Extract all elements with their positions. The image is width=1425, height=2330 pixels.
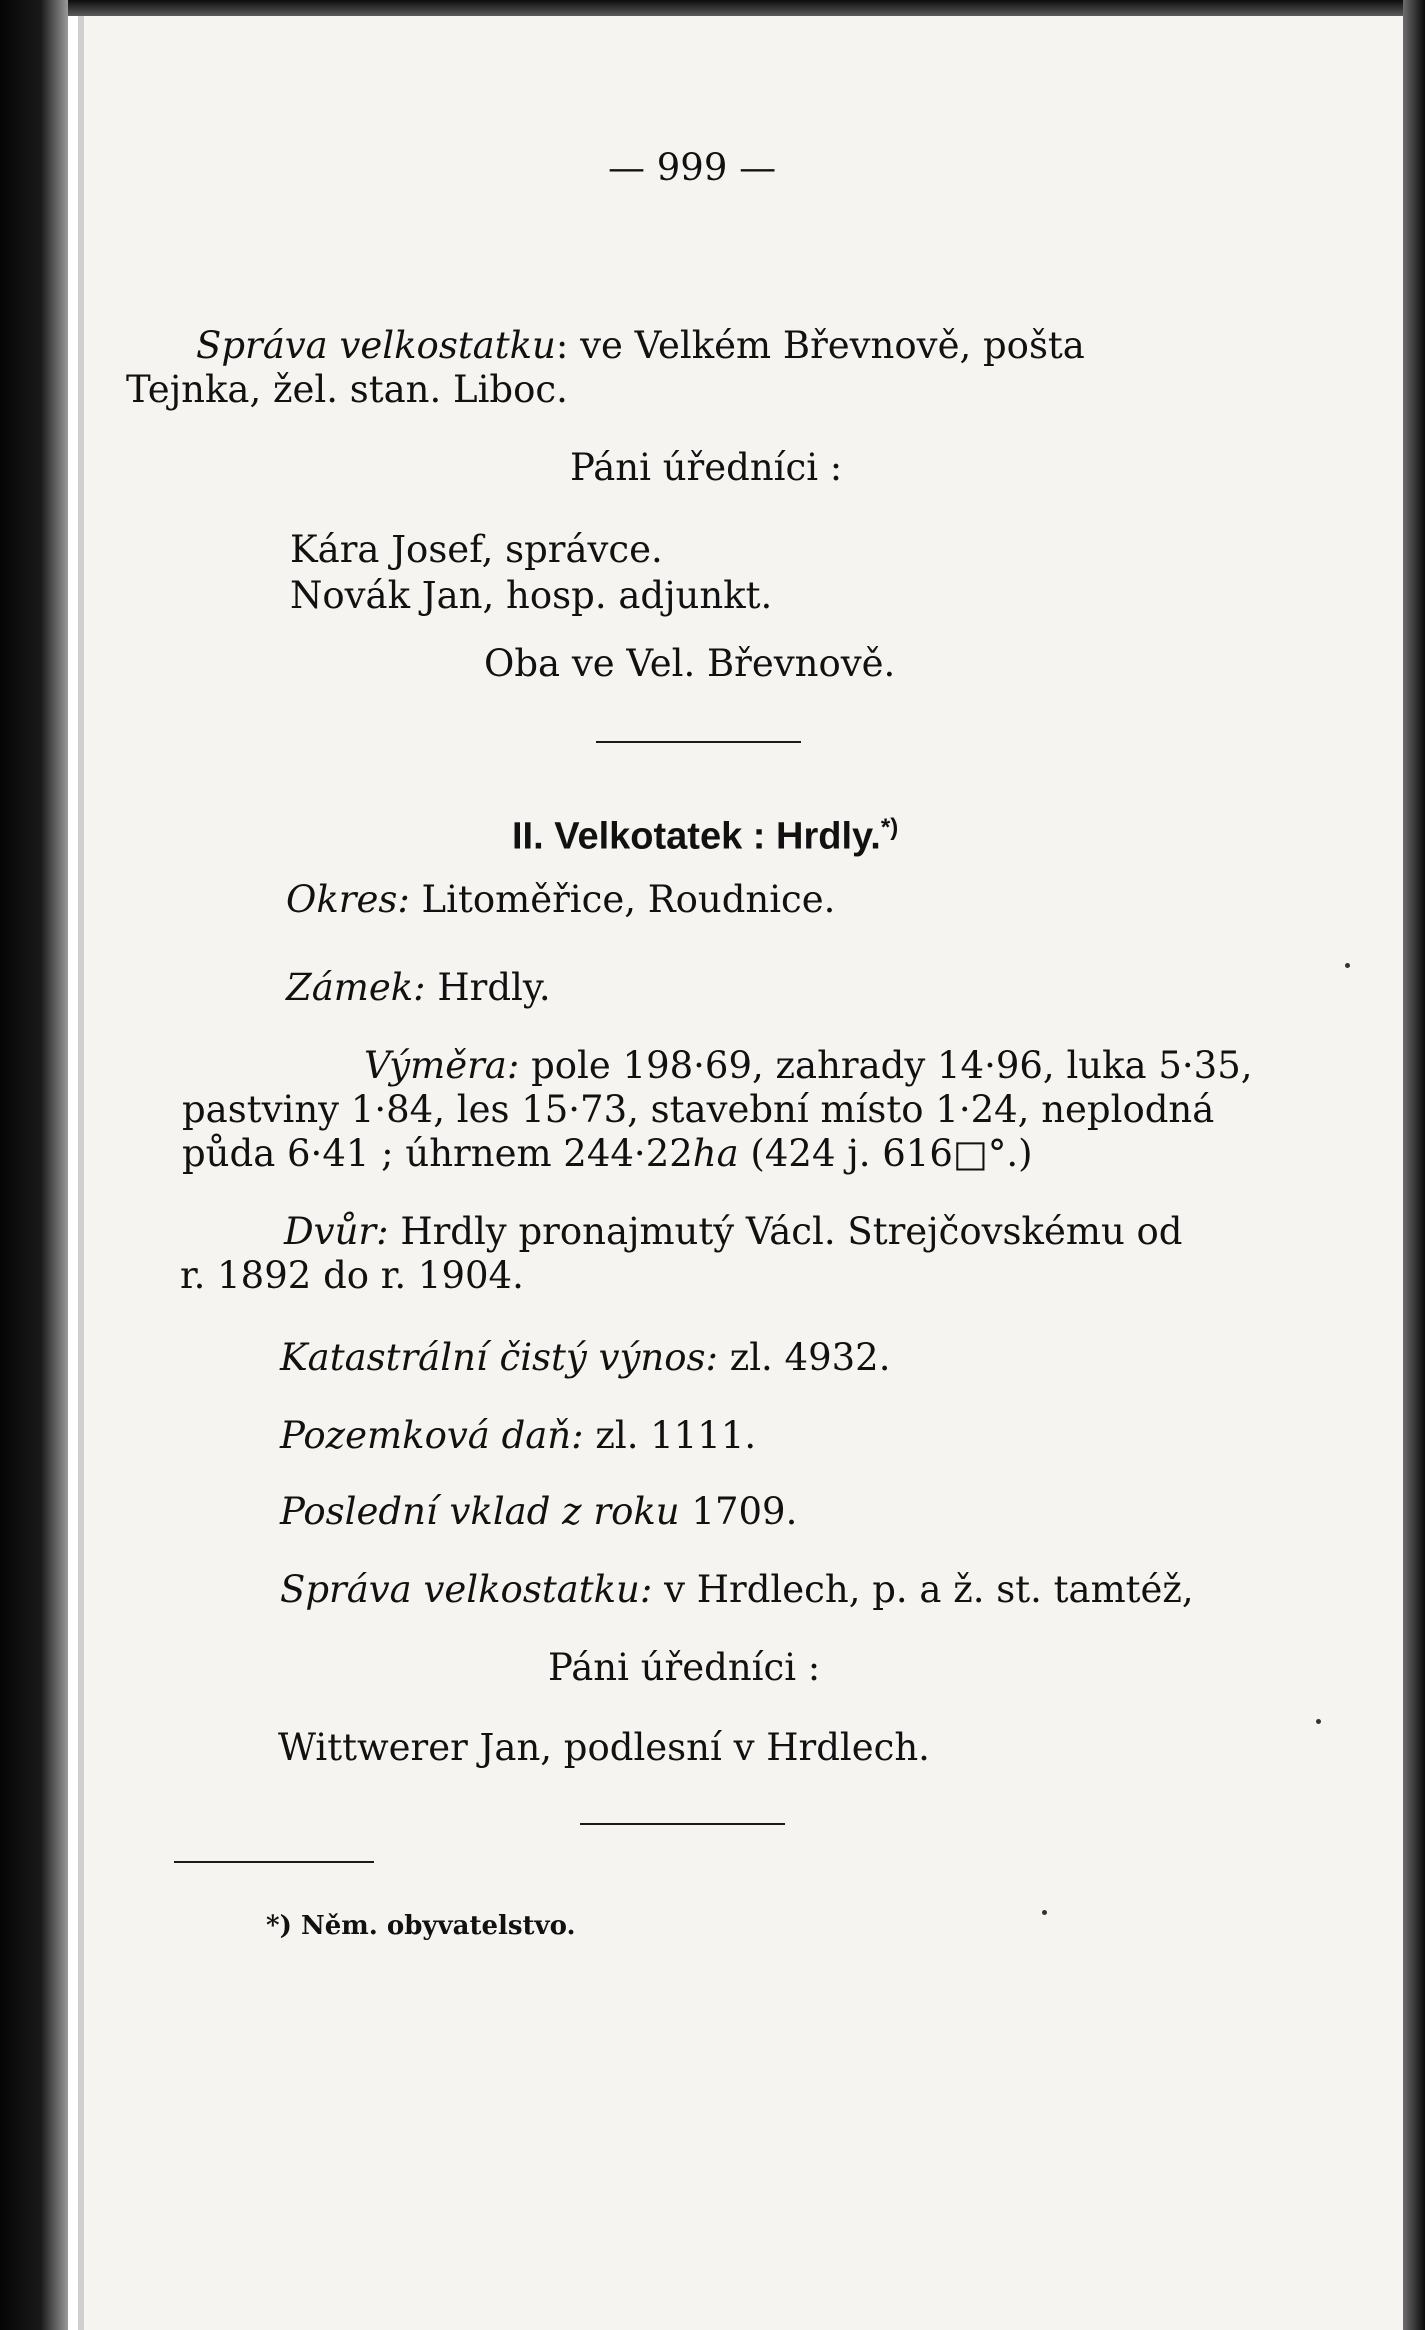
label: Okres: — [286, 878, 410, 921]
unit: ha — [692, 1132, 739, 1175]
page-number: — 999 — — [608, 146, 777, 189]
scan-speck — [1316, 1719, 1321, 1724]
estate-administration-1-line2: Tejnka, žel. stan. Liboc. — [126, 368, 568, 411]
value: (424 j. 616□°.) — [738, 1132, 1033, 1175]
land-tax — [280, 1414, 756, 1458]
label: Katastrální čistý výnos: — [280, 1336, 718, 1379]
scan-edge-right — [1403, 0, 1425, 2330]
value: 1709. — [679, 1490, 798, 1533]
officials-heading-2: Páni úředníci : — [548, 1646, 821, 1689]
value: Hrdly. — [425, 966, 551, 1009]
scan-speck — [1345, 963, 1350, 968]
section-heading — [512, 806, 898, 859]
estate-administration-1 — [196, 324, 1085, 368]
official-item: Wittwerer Jan, podlesní v Hrdlech. — [278, 1726, 930, 1769]
book-page — [78, 16, 1403, 2330]
label: Pozemková daň: — [280, 1414, 584, 1457]
area-line-2: pastviny 1·84, les 15·73, stavební místo 1·24, neplodná — [182, 1088, 1215, 1131]
label: Správa velkostatku: — [280, 1568, 653, 1611]
official-item: Kára Josef, správce. — [290, 528, 663, 571]
scan-speck — [1042, 1910, 1047, 1915]
district-line — [286, 878, 835, 922]
official-item: Novák Jan, hosp. adjunkt. — [290, 574, 773, 617]
label: Dvůr: — [284, 1210, 389, 1253]
footnote-marker: *) — [880, 814, 899, 841]
officials-note: Oba ve Vel. Břevnově. — [484, 642, 896, 685]
value: pole 198·69, zahrady 14·96, luka 5·35, — [519, 1044, 1253, 1087]
label: Výměra: — [364, 1044, 520, 1087]
label: Správa velkostatku — [196, 324, 556, 367]
value: : ve Velkém Břevnově, pošta — [555, 324, 1085, 367]
section-heading-text: II. Velkotatek : Hrdly. — [512, 815, 881, 858]
section-divider — [580, 1823, 785, 1825]
cadastral-yield — [280, 1336, 890, 1380]
value: půda 6·41 ; úhrnem 244·22 — [182, 1132, 693, 1175]
footnote: *) Něm. obyvatelstvo. — [266, 1911, 576, 1941]
scan-binding-edge-left — [0, 0, 68, 2330]
area-line-3 — [182, 1132, 1033, 1176]
footnote-rule — [174, 1861, 374, 1863]
value: zl. 1111. — [583, 1414, 757, 1457]
label: Zámek: — [286, 966, 426, 1009]
estate-administration-2 — [280, 1568, 1194, 1612]
last-entry — [280, 1490, 797, 1534]
value: v Hrdlech, p. a ž. st. tamtéž, — [652, 1568, 1194, 1611]
value: zl. 4932. — [717, 1336, 891, 1379]
page-margin-shadow — [78, 16, 84, 2330]
castle-line — [286, 966, 551, 1010]
farm-line-1 — [284, 1210, 1183, 1254]
scan-edge-top — [68, 0, 1425, 16]
value: Litoměřice, Roudnice. — [409, 878, 836, 921]
value: Hrdly pronajmutý Václ. Strejčovskému od — [388, 1210, 1183, 1253]
label: Poslední vklad z roku — [280, 1490, 680, 1533]
section-divider — [596, 741, 801, 743]
officials-heading-1: Páni úředníci : — [570, 446, 843, 489]
farm-line-2: r. 1892 do r. 1904. — [180, 1254, 524, 1297]
area-line-1 — [364, 1044, 1253, 1088]
